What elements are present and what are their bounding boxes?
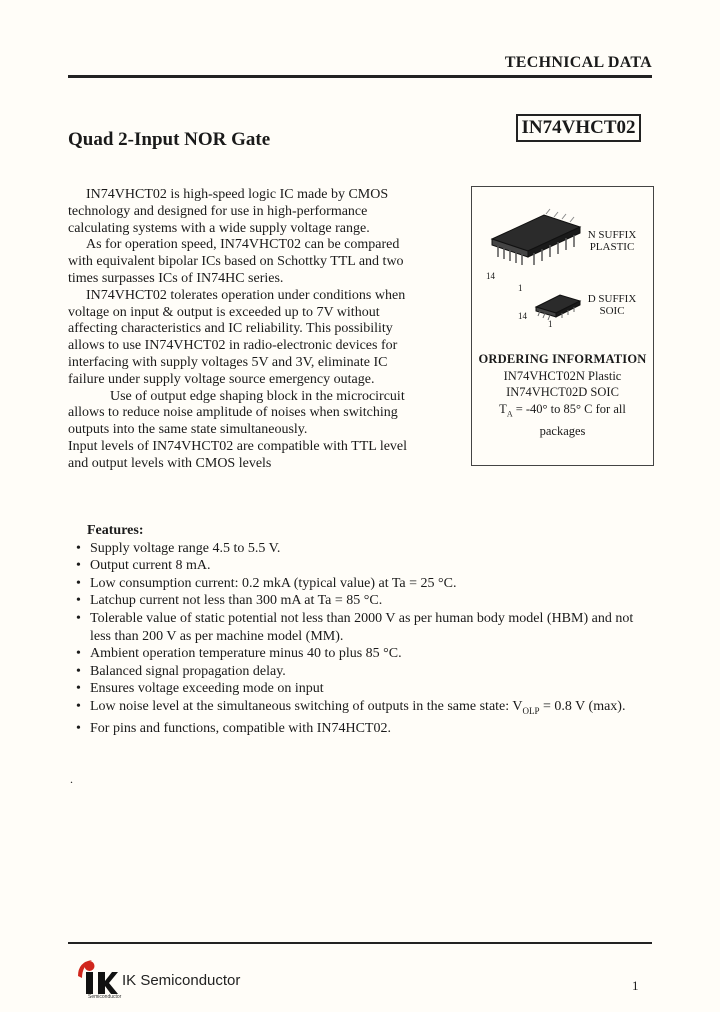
pin-label: 1 xyxy=(548,319,553,329)
description-paragraph: Use of output edge shaping block in the microcircuit allows to reduce noise amplitude of noises when switching outputs into the same state simultaneously. xyxy=(68,388,405,438)
feature-item: • Output current 8 mA. xyxy=(76,557,636,575)
part-number-box: IN74VHCT02 xyxy=(516,114,641,142)
description-paragraph: IN74VHCT02 tolerates operation under conditions when voltage on input & output is exceeded up to 7V without affecting characteristics and IC reliability. This possibility allows to use IN74VHCT02 in radio-electronic devices for interfacing with supply voltages 5V and 3V, eliminate IC failure under supply voltage source emergency outage. xyxy=(68,287,406,387)
feature-item: • Tolerable value of static potential not less than 2000 V as per human body model (HBM) and not less than 200 V as per machine model (MM). xyxy=(76,610,636,645)
features-heading: Features: xyxy=(87,523,144,538)
n-suffix-type: PLASTIC xyxy=(589,241,635,253)
feature-item: • Balanced signal propagation delay. xyxy=(76,663,636,681)
package-ordering-box xyxy=(471,186,654,466)
pin-label: 14 xyxy=(486,271,495,281)
logo-subtext: Semiconductor xyxy=(88,994,122,1000)
description-paragraph: IN74VHCT02 is high-speed logic IC made by CMOS technology and designed for use in high-performance calculating systems with a wide supply voltage range. xyxy=(68,187,389,236)
feature-item: • Ambient operation temperature minus 40 to plus 85 °C. xyxy=(76,645,636,663)
pin-label: 1 xyxy=(518,283,523,293)
header-rule xyxy=(68,75,652,78)
ordering-line: IN74VHCT02N Plastic xyxy=(503,368,622,383)
footer-rule xyxy=(68,942,652,944)
description-paragraph: Input levels of IN74VHCT02 are compatible with TTL level and output levels with CMOS levels xyxy=(68,438,408,471)
d-suffix-label: D SUFFIX xyxy=(587,293,637,305)
page-title: Quad 2-Input NOR Gate xyxy=(68,129,271,150)
header-title: TECHNICAL DATA xyxy=(504,54,652,71)
ordering-heading: ORDERING INFORMATION xyxy=(478,352,647,366)
feature-item: • For pins and functions, compatible with IN74HCT02. xyxy=(76,720,636,738)
feature-item: • Low consumption current: 0.2 mkA (typical value) at Ta = 25 °C. xyxy=(76,575,636,593)
features-list xyxy=(76,540,636,738)
company-name: IK Semiconductor xyxy=(122,972,241,989)
pin-label: 14 xyxy=(518,311,527,321)
temperature-range-tail: packages xyxy=(539,423,586,438)
stray-mark: . xyxy=(70,772,73,786)
feature-item: • Latchup current not less than 300 mA at Ta = 85 °C. xyxy=(76,592,636,610)
soic-package-icon xyxy=(530,291,586,321)
feature-item: • Supply voltage range 4.5 to 5.5 V. xyxy=(76,540,636,558)
n-suffix-label: N SUFFIX xyxy=(587,229,637,241)
description-paragraph: As for operation speed, IN74VHCT02 can be compared with equivalent bipolar ICs based on Schottky TTL and two times surpasses ICs of IN74HC series. xyxy=(68,237,404,286)
temperature-range: $T_A = -40^\circ$ to 85° C for all xyxy=(499,401,626,418)
ordering-line: IN74VHCT02D SOIC xyxy=(506,385,619,399)
dip-package-icon xyxy=(486,205,588,275)
ordering-information xyxy=(472,351,653,439)
page-number: 1 xyxy=(632,978,639,993)
d-suffix-type: SOIC xyxy=(599,305,625,317)
feature-item: • Low noise level at the simultaneous switching of outputs in the same state: $V_{OLP} = 0.8$ V (max). xyxy=(76,698,636,720)
description xyxy=(68,187,423,473)
feature-item: • Ensures voltage exceeding mode on input xyxy=(76,680,636,698)
features-section xyxy=(76,522,636,738)
